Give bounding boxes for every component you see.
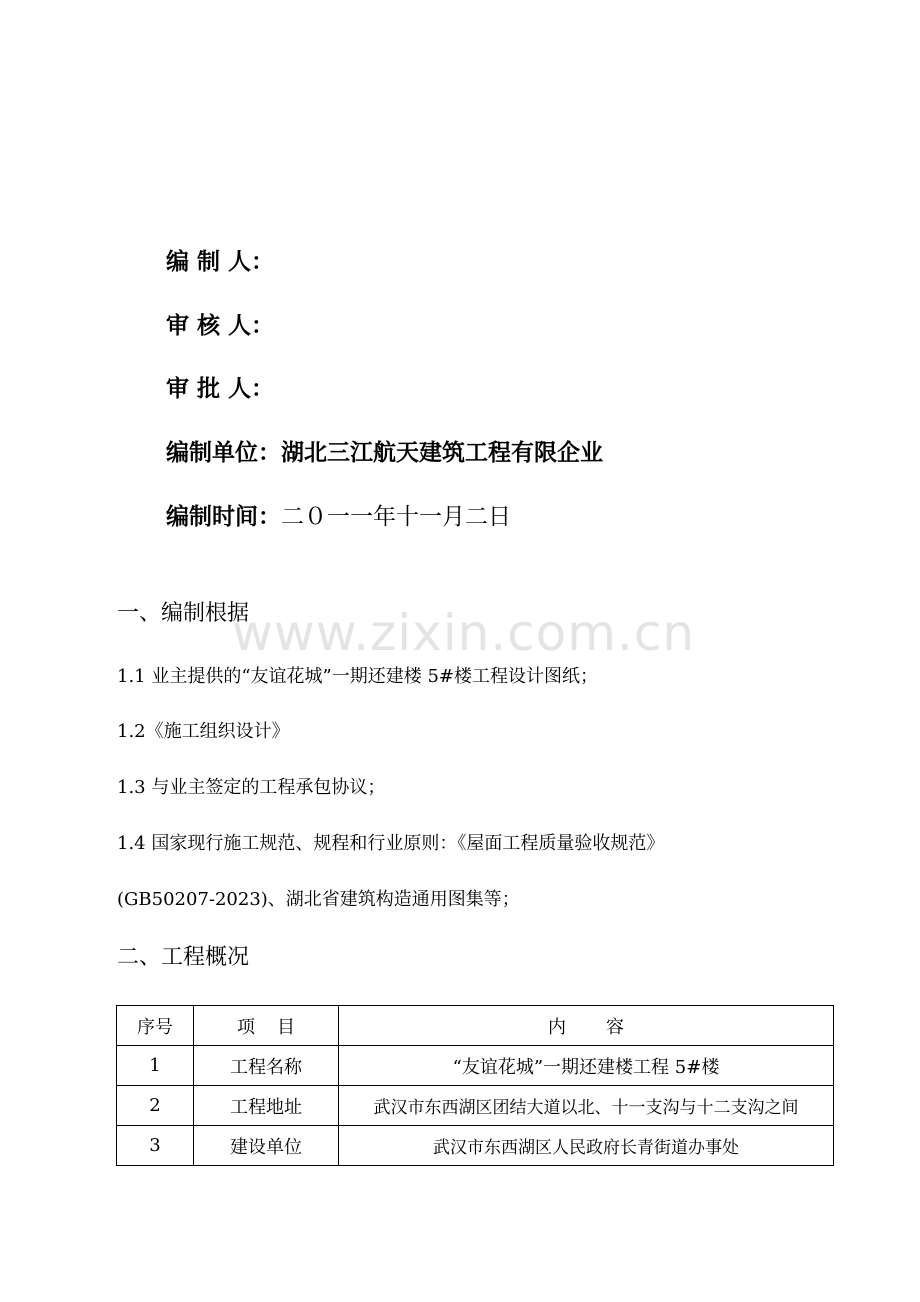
row-seq: 2: [117, 1086, 194, 1126]
unit-label: 编制单位：: [166, 440, 281, 466]
basis-item-4: 1.4 国家现行施工规范、规程和行业原则：《屋面工程质量验收规范》: [117, 833, 665, 854]
basis-item-4-cont: (GB50207-2023)、湖北省建筑构造通用图集等；: [117, 889, 520, 910]
basis-item-3: 1.3 与业主签定的工程承包协议；: [117, 777, 386, 798]
section1-heading: 一、编制根据: [117, 601, 250, 626]
approver-label: 审 批 人：: [166, 376, 275, 402]
header-seq: 序号: [117, 1006, 194, 1046]
reviewer-label: 审 核 人：: [166, 313, 275, 339]
table-header-row: [117, 1006, 834, 1046]
table-row: [117, 1086, 834, 1126]
project-overview-table: [116, 1005, 834, 1166]
row-seq: 3: [117, 1126, 194, 1166]
header-item: [194, 1006, 339, 1046]
header-item-label: 项目: [237, 1016, 317, 1038]
compiler-label: 编 制 人：: [166, 249, 275, 275]
row-item: 工程地址: [194, 1086, 339, 1126]
row-item: 工程名称: [194, 1046, 339, 1086]
compiler-line: [166, 247, 274, 277]
row-seq: 1: [117, 1046, 194, 1086]
header-content: [339, 1006, 834, 1046]
row-content: “友谊花城”一期还建楼工程 5#楼: [339, 1046, 834, 1086]
unit-value: 湖北三江航天建筑工程有限企业: [281, 440, 603, 466]
table-row: [117, 1126, 834, 1166]
table-row: [117, 1046, 834, 1086]
time-label: 编制时间：: [166, 504, 281, 530]
reviewer-line: [166, 311, 274, 341]
basis-item-2: 1.2《施工组织设计》: [117, 721, 290, 742]
approver-line: [166, 374, 274, 404]
section2-heading: 二、工程概况: [117, 945, 250, 970]
time-line: [166, 502, 511, 532]
header-content-label: 内容: [548, 1016, 664, 1038]
time-value: 二０一一年十一月二日: [281, 504, 511, 530]
row-content: 武汉市东西湖区人民政府长青街道办事处: [339, 1126, 834, 1166]
unit-line: [166, 438, 603, 468]
watermark: www.zixin.com.cn: [232, 604, 696, 662]
basis-item-1: 1.1 业主提供的“友谊花城”一期还建楼 5#楼工程设计图纸；: [117, 666, 599, 687]
row-content: 武汉市东西湖区团结大道以北、十一支沟与十二支沟之间: [339, 1086, 834, 1126]
row-item: 建设单位: [194, 1126, 339, 1166]
